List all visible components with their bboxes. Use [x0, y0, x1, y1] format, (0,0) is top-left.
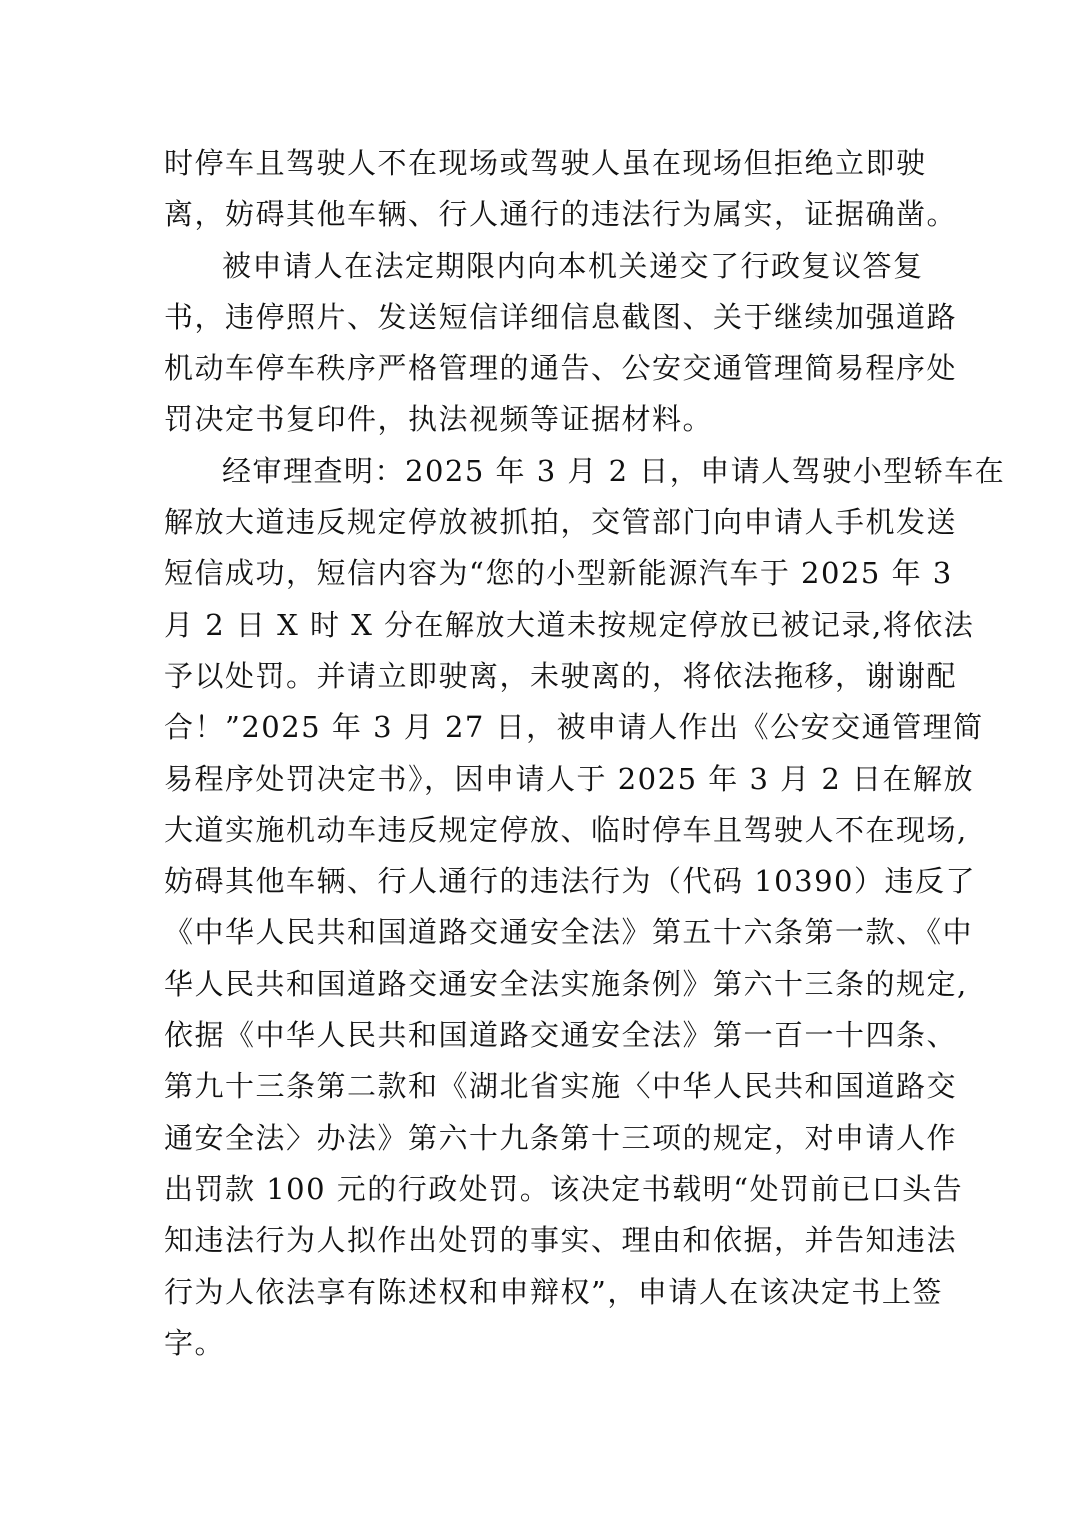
text-line: 依据《中华人民共和国道路交通安全法》第一百一十四条、 — [164, 1018, 958, 1053]
text-line: 通安全法〉办法》第六十九条第十三项的规定，对申请人作 — [164, 1120, 958, 1155]
text-line: 华人民共和国道路交通安全法实施条例》第六十三条的规定, — [164, 966, 968, 1001]
text-line: 机动车停车秩序严格管理的通告、公安交通管理简易程序处 — [164, 351, 958, 386]
text-line: 知违法行为人拟作出处罚的事实、理由和依据，并告知违法 — [164, 1223, 958, 1258]
text-line: 罚决定书复印件，执法视频等证据材料。 — [164, 402, 714, 437]
text-line: 出罚款 100 元的行政处罚。该决定书载明“处罚前已口头告 — [164, 1171, 964, 1206]
text-line: 时停车且驾驶人不在现场或驾驶人虽在现场但拒绝立即驶 — [164, 146, 927, 180]
text-line: 月 2 日 X 时 X 分在解放大道未按规定停放已被记录,将依法 — [164, 607, 975, 642]
text-line: 行为人依法享有陈述权和申辩权”，申请人在该决定书上签 — [164, 1274, 943, 1309]
text-line: 短信成功，短信内容为“您的小型新能源汽车于 2025 年 3 — [164, 556, 953, 591]
text-line: 第九十三条第二款和《湖北省实施〈中华人民共和国道路交 — [164, 1069, 958, 1104]
text-line: 易程序处罚决定书》，因申请人于 2025 年 3 月 2 日在解放 — [164, 761, 975, 796]
text-line: 字。 — [164, 1325, 226, 1360]
paragraph-start-line: 经审理查明：2025 年 3 月 2 日，申请人驾驶小型轿车在 — [222, 453, 1006, 488]
text-line: 合！”2025 年 3 月 27 日，被申请人作出《公安交通管理简 — [164, 710, 984, 745]
document-body — [164, 138, 1006, 1369]
text-line: 大道实施机动车违反规定停放、临时停车且驾驶人不在现场, — [164, 812, 968, 847]
text-line: 《中华人民共和国道路交通安全法》第五十六条第一款、《中 — [164, 915, 974, 950]
text-line: 书，违停照片、发送短信详细信息截图、关于继续加强道路 — [164, 299, 958, 334]
text-line: 予以处罚。并请立即驶离，未驶离的，将依法拖移，谢谢配 — [164, 658, 958, 693]
text-line: 妨碍其他车辆、行人通行的违法行为（代码 10390）违反了 — [164, 864, 976, 899]
text-line: 解放大道违反规定停放被抓拍，交管部门向申请人手机发送 — [164, 505, 958, 540]
text-line: 离，妨碍其他车辆、行人通行的违法行为属实，证据确凿。 — [164, 197, 958, 232]
paragraph-start-line: 被申请人在法定期限内向本机关递交了行政复议答复 — [222, 248, 924, 283]
